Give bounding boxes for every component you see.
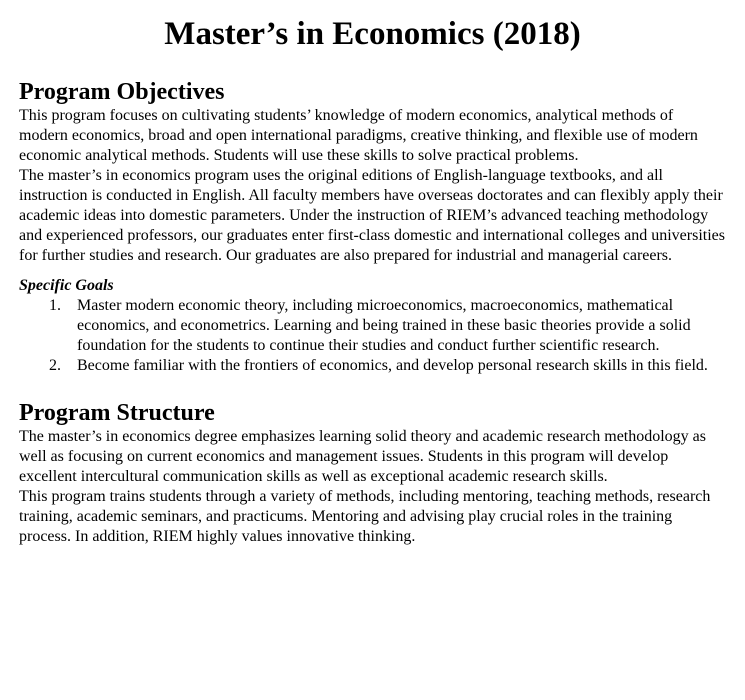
- document-title: Master’s in Economics (2018): [164, 16, 581, 52]
- objectives-paragraph-2: The master’s in economics program uses the original editions of English-language textbooks, and all instruction is conducted in English. All faculty members have overseas doctorates and can flexibly apply their academic ideas into domestic parameters. Under the instruction of RIEM’s advanced teaching methodology and experienced professors, our graduates enter first-class domestic and international colleges and universities for further studies and research. Our graduates are also prepared for industrial and managerial careers.: [19, 167, 725, 264]
- structure-paragraph-1: The master’s in economics degree emphasizes learning solid theory and academic research methodology as well as focusing on current economics and management issues. Students in this program will develop excellent intercultural communication skills as well as exceptional academic research skills.: [19, 428, 707, 485]
- program-objectives-heading: Program Objectives: [19, 79, 225, 105]
- program-structure-section: [19, 399, 726, 547]
- program-structure-heading: Program Structure: [19, 400, 215, 426]
- goal-item: [19, 356, 726, 376]
- specific-goals-heading: Specific Goals: [19, 277, 114, 294]
- goal-number: 1.: [49, 297, 61, 314]
- structure-paragraph-2: This program trains students through a variety of methods, including mentoring, teaching methods, research training, academic seminars, and practicums. Mentoring and advising play crucial roles in the training process. In addition, RIEM highly values innovative thinking.: [19, 488, 711, 545]
- objectives-paragraph-1: This program focuses on cultivating students’ knowledge of modern economics, analytical methods of modern economics, broad and open international paradigms, creative thinking, and flexible use of modern economic analytical methods. Students will use these skills to solve practical problems.: [19, 107, 698, 164]
- goal-text: Master modern economic theory, including microeconomics, macroeconomics, mathematical economics, and econometrics. Learning and being trained in these basic theories provide a solid foundation for the students to continue their studies and conduct further scientific research.: [77, 297, 691, 354]
- goal-number: 2.: [49, 357, 61, 374]
- program-objectives-section: [19, 78, 726, 376]
- goal-text: Become familiar with the frontiers of economics, and develop personal research skills in this field.: [77, 357, 708, 374]
- goal-item: [19, 296, 726, 356]
- specific-goals-list: [19, 296, 726, 376]
